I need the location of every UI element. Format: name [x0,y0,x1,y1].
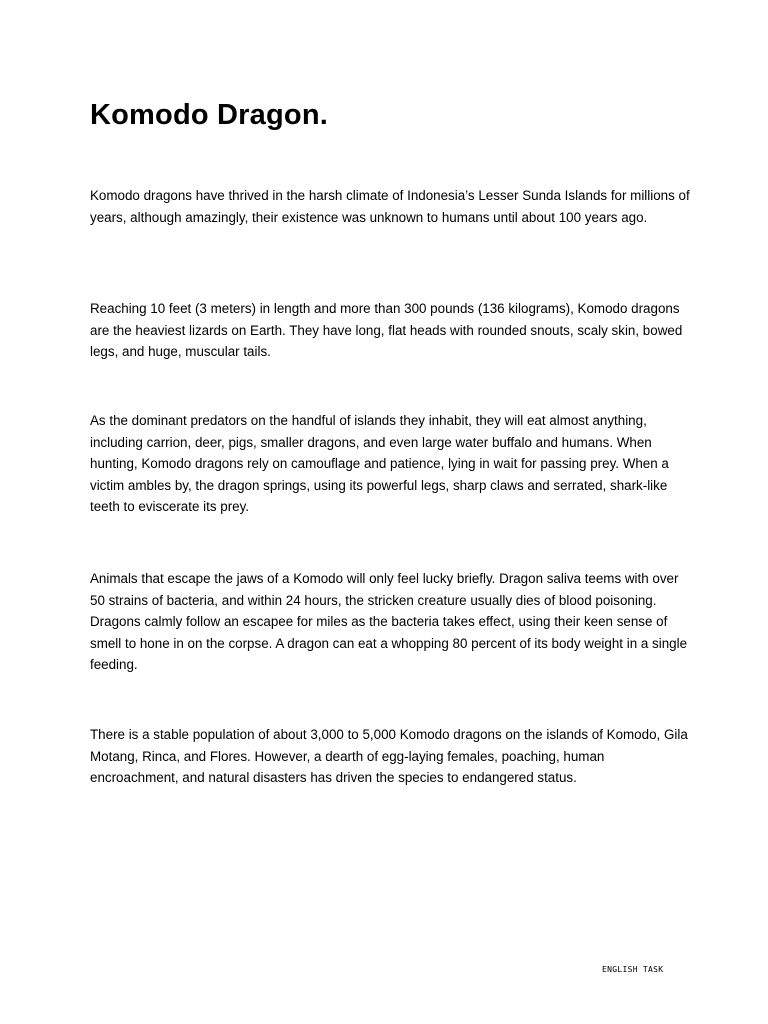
document-title: Komodo Dragon. [90,99,329,131]
paragraph-population: There is a stable population of about 3,000 to 5,000 Komodo dragons on the islands of Komodo, Gila Motang, Rinca, and Flores. However, a dearth of egg-laying females, poaching, human encroachment, and natural disasters has driven the species to endangered status. [90,727,688,785]
paragraph-saliva: Animals that escape the jaws of a Komodo will only feel lucky briefly. Dragon saliva teems with over 50 strains of bacteria, and within 24 hours, the stricken creature usually dies of blood poisoning. Dragons calmly follow an escapee for miles as the bacteria takes effect, using their keen sense of smell to hone in on the corpse. A dragon can eat a whopping 80 percent of its body weight in a single feeding. [90,571,688,672]
paragraph-size: Reaching 10 feet (3 meters) in length and more than 300 pounds (136 kilograms), Komodo dragons are the heaviest lizards on Earth. They have long, flat heads with rounded snouts, scaly skin, bowed legs, and huge, muscular tails. [90,301,683,359]
paragraph-predation: As the dominant predators on the handful of islands they inhabit, they will eat almost anything, including carrion, deer, pigs, smaller dragons, and even large water buffalo and humans. When hunting, Komodo dragons rely on camouflage and patience, lying in wait for passing prey. When a victim ambles by, the dragon springs, using its powerful legs, sharp claws and serrated, shark-like teeth to eviscerate its prey. [90,413,669,514]
footer-note: ENGLISH TASK [602,965,664,974]
paragraph-intro: Komodo dragons have thrived in the harsh climate of Indonesia’s Lesser Sunda Islands for millions of years, although amazingly, their existence was unknown to humans until about 100 years ago. [90,188,690,225]
